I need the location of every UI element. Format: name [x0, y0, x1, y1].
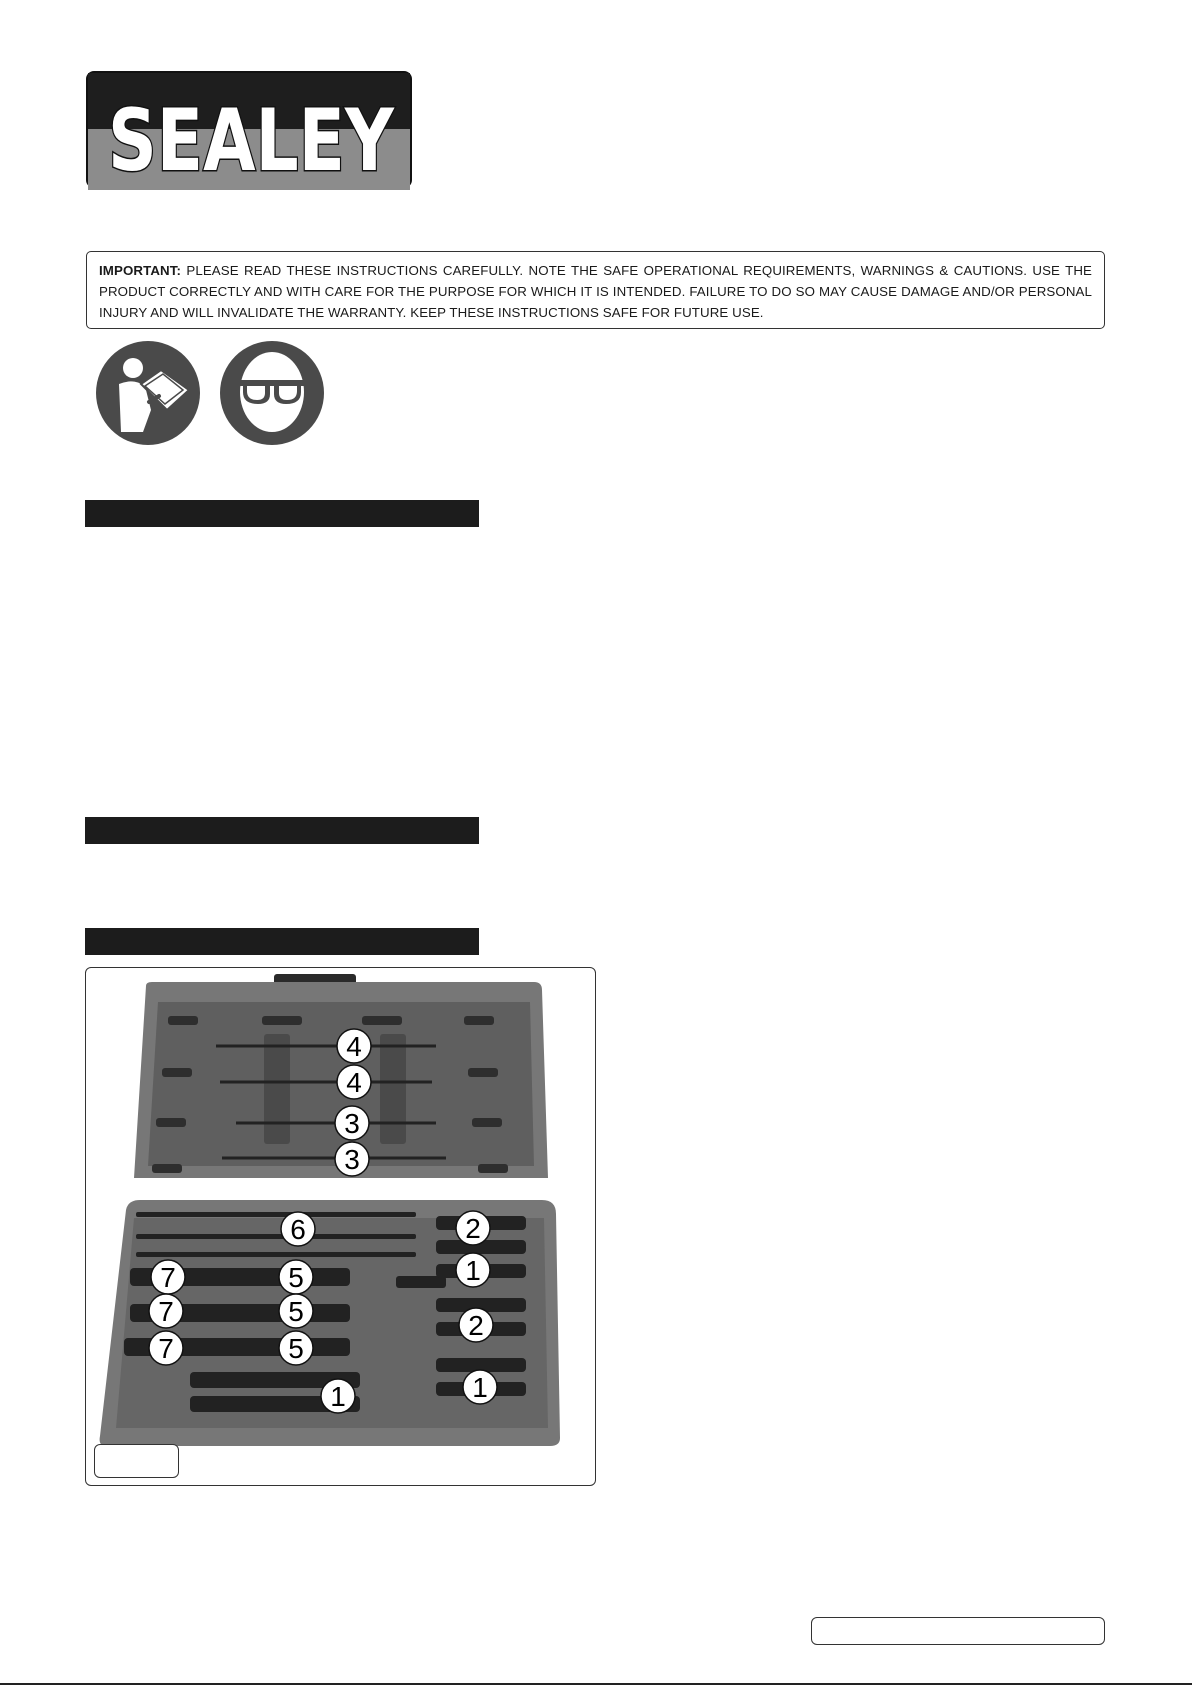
- callout: 7: [158, 1333, 174, 1364]
- reference-box: [811, 1617, 1105, 1645]
- callout: 5: [288, 1333, 304, 1364]
- callout: 2: [465, 1213, 481, 1244]
- callout: 6: [290, 1214, 306, 1245]
- safety-goggles-icon: [219, 340, 325, 446]
- callout: 4: [346, 1067, 362, 1098]
- callout: 3: [344, 1108, 360, 1139]
- section-heading-bar: [85, 500, 479, 527]
- section-heading-bar: [85, 817, 479, 844]
- callout: 3: [344, 1144, 360, 1175]
- callout: 1: [330, 1381, 346, 1412]
- logo-text: SEALEY: [108, 91, 396, 191]
- callout: 7: [158, 1296, 174, 1327]
- callout: 2: [468, 1310, 484, 1341]
- sealey-logo: [86, 71, 412, 191]
- callout: 4: [346, 1031, 362, 1062]
- notice-text: PLEASE READ THESE INSTRUCTIONS CAREFULLY. NOTE THE SAFE OPERATIONAL REQUIREMENTS, WARNINGS & CAUTIONS. USE THE PRODUCT CORRECTLY AND WITH CARE FOR THE PURPOSE FOR WHICH IT IS INTENDED. FAILURE TO DO SO MAY CAUSE DAMAGE AND/OR PERSONAL INJURY AND WILL INVALIDATE THE WARRANTY. KEEP THESE INSTRUCTIONS SAFE FOR FUTURE USE.: [99, 263, 1092, 320]
- product-figure: [85, 967, 596, 1486]
- callout: 1: [465, 1255, 481, 1286]
- read-manual-icon: [95, 340, 201, 446]
- callout: 5: [288, 1296, 304, 1327]
- important-notice: [86, 251, 1105, 329]
- section-heading-bar: [85, 928, 479, 955]
- notice-label: IMPORTANT:: [99, 263, 182, 278]
- callout: 7: [160, 1262, 176, 1293]
- figure-label-box: [94, 1444, 179, 1478]
- callout: 1: [472, 1372, 488, 1403]
- callout: 5: [288, 1262, 304, 1293]
